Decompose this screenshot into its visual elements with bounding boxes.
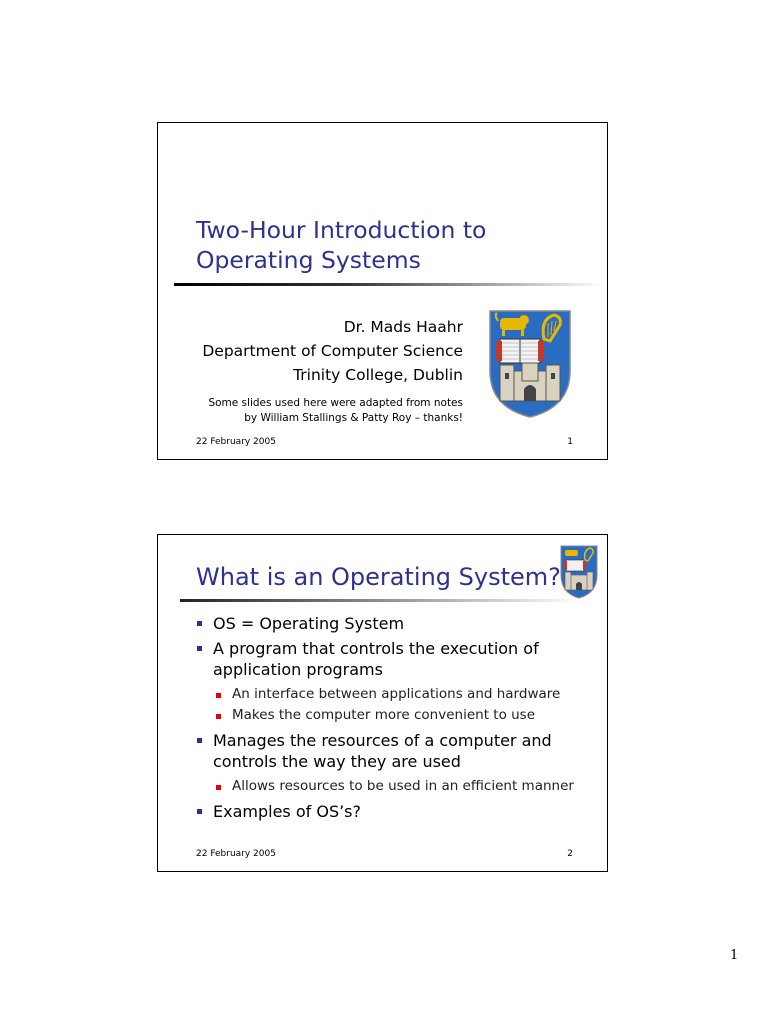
author-name: Dr. Mads Haahr xyxy=(343,318,463,336)
title-underline-rule xyxy=(180,599,604,602)
slide-1-number: 1 xyxy=(567,437,573,447)
page-number: 1 xyxy=(730,948,739,963)
slide-1 xyxy=(157,122,608,460)
slide-1-title xyxy=(196,215,526,275)
sub-bullet-item: Makes the computer more convenient to use xyxy=(196,705,591,726)
book-icon xyxy=(496,339,544,363)
credits-note-line-1: Some slides used here were adapted from notes xyxy=(208,397,463,409)
bullet-item: OS = Operating System xyxy=(196,613,591,634)
credits-note xyxy=(208,396,463,426)
slide-2-footer-date: 22 February 2005 xyxy=(196,849,276,859)
college-crest-icon xyxy=(560,545,598,599)
college-crest-icon xyxy=(488,309,572,419)
slide-2-number: 2 xyxy=(567,849,573,859)
sub-bullet-list xyxy=(196,776,591,797)
sub-bullet-item: Allows resources to be used in an efficient manner xyxy=(196,776,591,797)
bullet-item: A program that controls the execution of application programs xyxy=(196,638,591,680)
slide-1-title-line-1: Two-Hour Introduction to xyxy=(196,216,487,244)
sub-bullet-list xyxy=(196,684,591,726)
bullet-list xyxy=(196,613,591,826)
institution-name: Trinity College, Dublin xyxy=(293,366,463,384)
castle-icon xyxy=(500,363,560,401)
department-name: Department of Computer Science xyxy=(202,342,463,360)
slide-1-footer-date: 22 February 2005 xyxy=(196,437,276,447)
credits-note-line-2: by William Stallings & Patty Roy – thanks! xyxy=(244,412,463,424)
author-block xyxy=(202,315,463,387)
bullet-item: Examples of OS’s? xyxy=(196,801,591,822)
title-underline-rule xyxy=(174,283,604,286)
slide-2-title: What is an Operating System? xyxy=(196,563,561,591)
slide-1-title-line-2: Operating Systems xyxy=(196,246,421,274)
sub-bullet-item: An interface between applications and hardware xyxy=(196,684,591,705)
bullet-item: Manages the resources of a computer and controls the way they are used xyxy=(196,730,591,772)
slide-2 xyxy=(157,534,608,872)
